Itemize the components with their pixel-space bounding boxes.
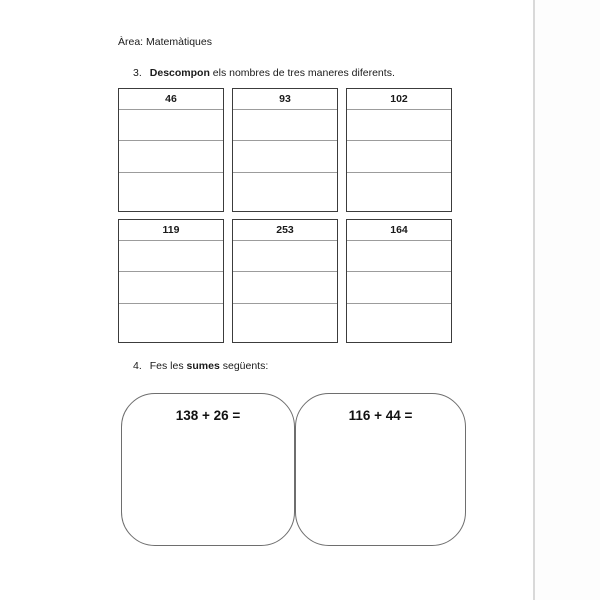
page-edge-line [533,0,535,600]
exercise-4-heading [133,360,268,373]
area-label: Àrea: Matemàtiques [118,36,212,48]
answer-cell[interactable] [233,173,337,211]
exercise-4-prefix: Fes les [149,360,187,372]
answer-cell[interactable] [233,304,337,342]
answer-cell[interactable] [233,110,337,141]
exercise-3-number: 3. [133,67,142,79]
answer-cell[interactable] [347,110,451,141]
exercise-4-bold-word: sumes [186,360,220,372]
decomposition-table [118,219,224,343]
decomposition-table [346,88,452,212]
answer-cell[interactable] [233,141,337,173]
answer-cell[interactable] [119,141,223,173]
decomposition-tables-grid [118,88,452,343]
sum-expression: 116 + 44 = [348,408,413,423]
table-number-header: 253 [233,220,337,241]
sum-answer-box[interactable] [295,393,466,546]
answer-cell[interactable] [347,241,451,272]
exercise-3-text: els nombres de tres maneres diferents. [209,67,395,79]
answer-cell[interactable] [119,304,223,342]
decomposition-table [232,88,338,212]
decomposition-table [118,88,224,212]
answer-cell[interactable] [233,241,337,272]
answer-cell[interactable] [119,173,223,211]
answer-cell[interactable] [119,110,223,141]
table-number-header: 93 [233,89,337,110]
answer-cell[interactable] [347,304,451,342]
page-margin-area [535,0,600,600]
decomposition-table [346,219,452,343]
table-number-header: 164 [347,220,451,241]
table-number-header: 102 [347,89,451,110]
decomposition-table [232,219,338,343]
exercise-4-text: següents: [219,360,269,372]
exercise-3-bold-word: Descompon [149,67,210,79]
table-number-header: 119 [119,220,223,241]
exercise-3-heading [133,67,395,80]
sum-answer-box[interactable] [121,393,295,546]
sum-expression: 138 + 26 = [175,408,241,423]
answer-cell[interactable] [347,173,451,211]
answer-cell[interactable] [347,272,451,304]
answer-cell[interactable] [119,241,223,272]
answer-cell[interactable] [347,141,451,173]
answer-cell[interactable] [119,272,223,304]
exercise-4-number: 4. [133,360,142,372]
table-number-header: 46 [119,89,223,110]
answer-cell[interactable] [233,272,337,304]
